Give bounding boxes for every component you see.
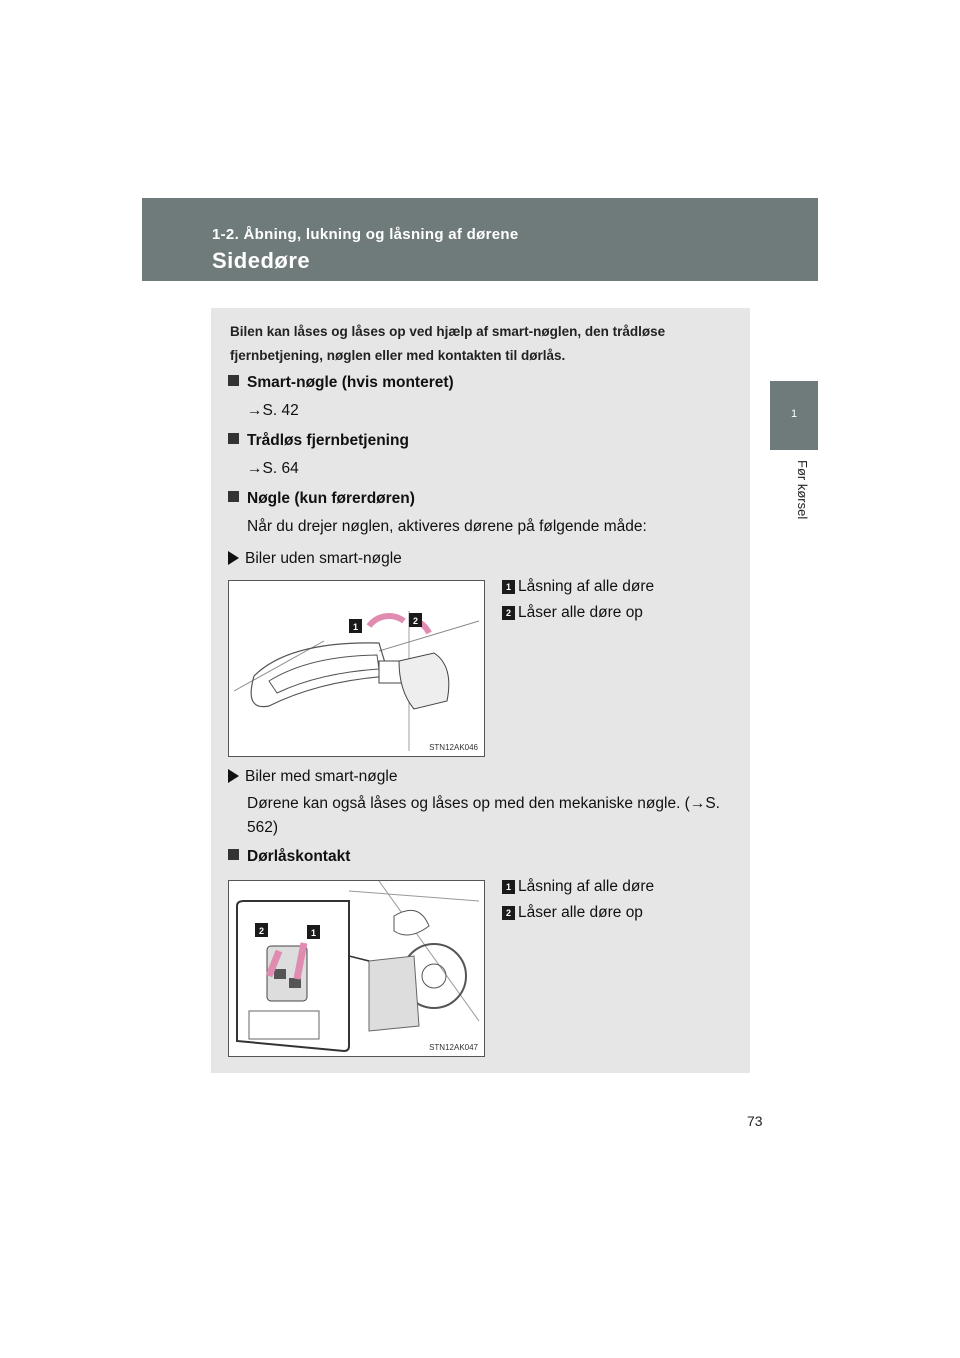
- heading-smart-key: Smart-nøgle (hvis monteret): [228, 374, 454, 392]
- ref-remote[interactable]: →S. 64: [247, 460, 299, 477]
- heading-switch: Dørlåskontakt: [228, 848, 350, 866]
- page-title: Sidedøre: [212, 248, 311, 273]
- door-switch-illustration: [229, 881, 484, 1056]
- ref-smart-key[interactable]: →S. 42: [247, 402, 299, 419]
- content-box: [211, 308, 750, 1073]
- variant-without-smart: Biler uden smart-nøgle: [228, 550, 402, 568]
- figure-door-switch: [228, 880, 485, 1057]
- key-text: Når du drejer nøglen, aktiveres dørene på følgende måde:: [247, 518, 647, 535]
- figure2-marker1: 1: [310, 928, 317, 938]
- page-number: 73: [747, 1113, 763, 1129]
- legend1-item1: 1 Låsning af alle døre: [502, 578, 654, 596]
- chapter-label: Før kørsel: [795, 460, 810, 520]
- legend2-item1: 1 Låsning af alle døre: [502, 878, 654, 896]
- door-handle-illustration: [229, 581, 484, 756]
- intro-text: Bilen kan låses og låses op ved hjælp af smart-nøglen, den trådløse fjernbetjening, nøglen eller med kontakten til dørlås.: [230, 324, 666, 363]
- figure1-marker2: 2: [412, 616, 419, 626]
- figure2-marker2: 2: [258, 926, 265, 936]
- chapter-tab[interactable]: [770, 381, 818, 450]
- heading-key: Nøgle (kun førerdøren): [228, 490, 415, 508]
- with-smart-text: Dørene kan også låses og låses op med den mekaniske nøgle. (→S. 562): [247, 795, 720, 836]
- heading-remote: Trådløs fjernbetjening: [228, 432, 409, 450]
- variant-with-smart: Biler med smart-nøgle: [228, 768, 397, 786]
- legend2-item2: 2 Låser alle døre op: [502, 904, 643, 922]
- figure-door-key: [228, 580, 485, 757]
- chapter-number: 1: [790, 408, 798, 420]
- legend1-item2: 2 Låser alle døre op: [502, 604, 643, 622]
- figure-code: STN12AK046: [429, 743, 478, 752]
- figure1-marker1: 1: [352, 622, 359, 632]
- section-title: 1-2. Åbning, lukning og låsning af dørene: [212, 226, 519, 243]
- chapter-header: [142, 198, 818, 281]
- figure-code: STN12AK047: [429, 1043, 478, 1052]
